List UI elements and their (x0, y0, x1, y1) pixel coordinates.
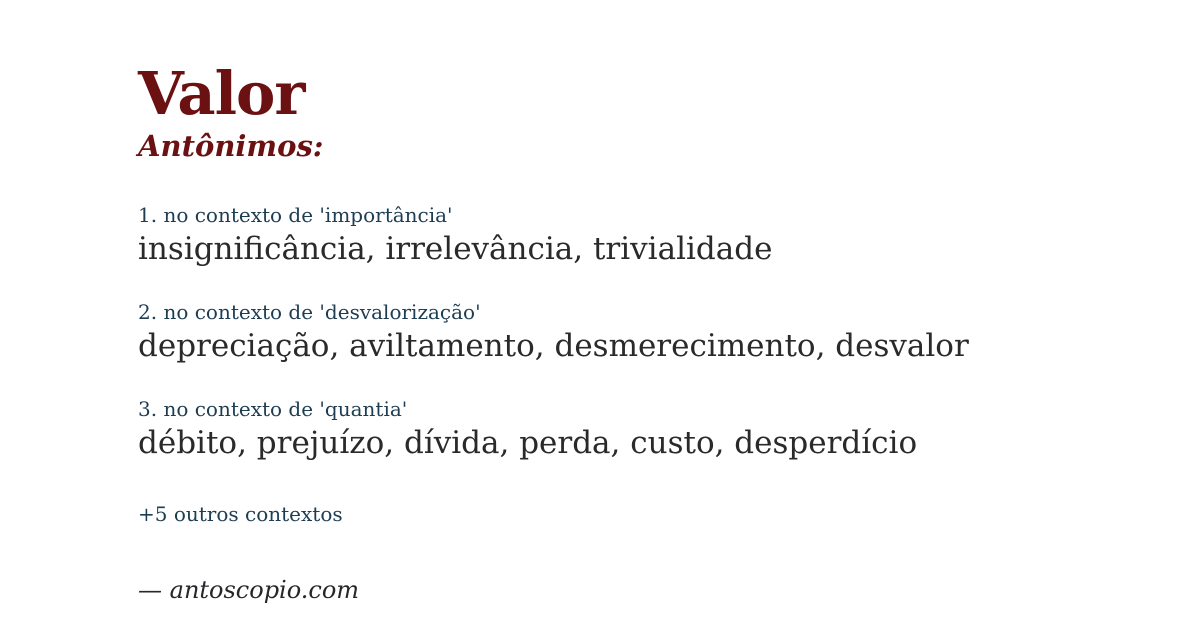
sense-antonyms: insignificância, irrelevância, trivialidade (138, 231, 773, 267)
antonyms-label: Antônimos: (138, 129, 324, 163)
word-title: Valor (138, 59, 305, 128)
attribution: — antoscopio.com (138, 576, 360, 605)
sense-context: 1. no contexto de 'importância' (138, 203, 453, 227)
sense-context: 3. no contexto de 'quantia' (138, 396, 408, 421)
more-contexts-note: +5 outros contextos (138, 502, 343, 527)
sense-block (138, 397, 1140, 463)
sense-antonyms: débito, prejuízo, dívida, perda, custo, desperdício (138, 424, 918, 461)
senses-list (138, 203, 1140, 493)
sense-context: 2. no contexto de 'desvalorização' (138, 299, 481, 324)
sense-block (138, 203, 1140, 269)
sense-antonyms: depreciação, aviltamento, desmerecimento, desvalor (138, 327, 969, 364)
sense-block (138, 300, 1140, 366)
